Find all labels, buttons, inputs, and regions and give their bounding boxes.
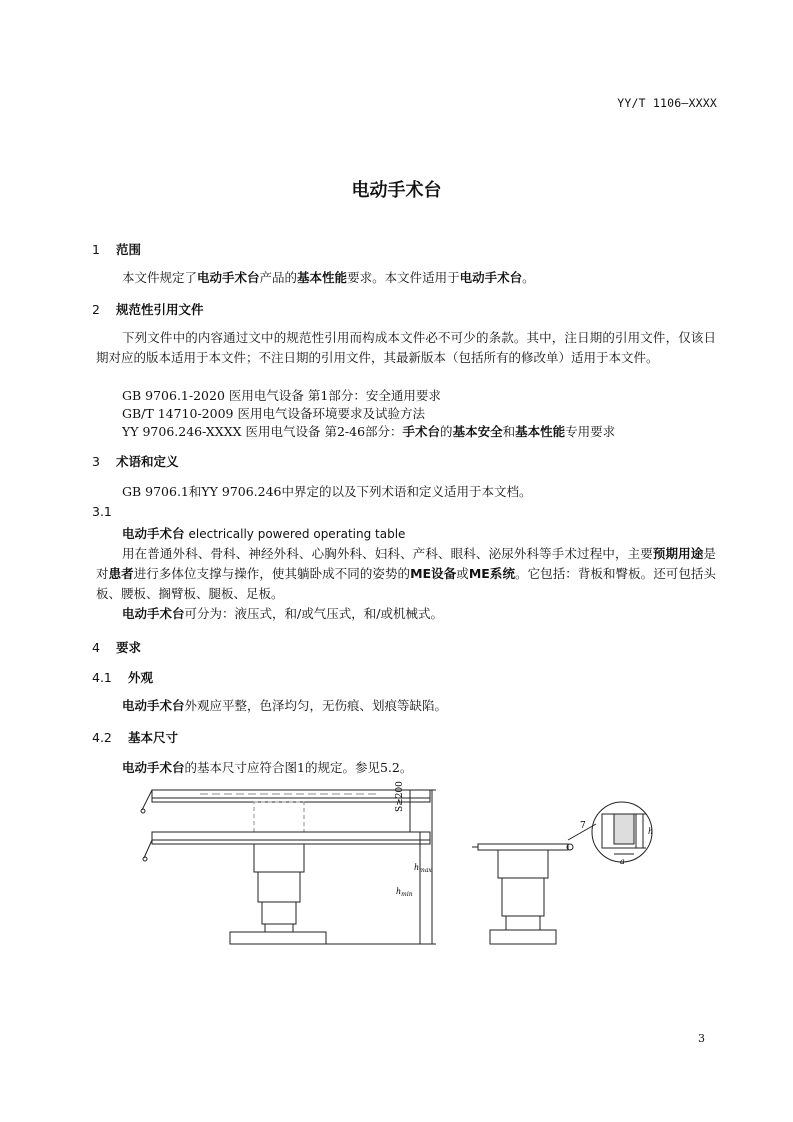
section-2-intro: 下列文件中的内容通过文中的规范性引用而构成本文件必不可少的条款。其中，注日期的引用文件，仅该日期对应的版本适用于本文件；不注日期的引用文件，其最新版本（包括所有的修改单）适用于本文件。	[96, 330, 716, 365]
term-bold: ME系统	[468, 566, 516, 581]
term-bold: 基本性能	[297, 270, 348, 285]
page-number: 3	[698, 1032, 705, 1045]
section-number: 4.2	[92, 730, 112, 745]
reference-item: GB/T 14710-2009 医用电气设备环境要求及试验方法	[122, 406, 425, 421]
text-run: 的	[440, 424, 453, 439]
table-column	[254, 844, 304, 932]
text-run: 的基本尺寸应符合图1的规定。参见5.2。	[184, 760, 413, 775]
text-run: 专用要求	[565, 424, 616, 439]
section-number: 4	[92, 640, 100, 655]
term-bold: 电动手术台	[122, 760, 185, 775]
text-run: 可分为：液压式，和/或气压式，和/或机械式。	[184, 606, 443, 621]
label-s-min-travel: S≥200	[395, 781, 405, 812]
label-h-max-subscript: max	[419, 867, 432, 874]
label-h-max	[414, 863, 432, 874]
text-run: 进行多体位支撑与操作，使其躺卧成不同的姿势的	[133, 566, 411, 581]
section-title: 术语和定义	[116, 454, 179, 469]
label-h: h	[648, 827, 654, 836]
term-bold: 电动手术台	[122, 698, 185, 713]
text-run: 用在普通外科、骨科、神经外科、心胸外科、妇科、产科、眼科、泌尿外科等手术过程中，主要	[122, 546, 653, 561]
section-4-2-heading	[92, 728, 178, 746]
section-1-paragraph	[122, 268, 535, 288]
label-h-min	[396, 887, 413, 898]
section-3-heading	[92, 452, 179, 470]
page-title: 电动手术台	[351, 180, 442, 201]
term-bold: 电动手术台	[122, 606, 185, 621]
term-definition	[96, 544, 716, 604]
text-run: 是对	[96, 546, 716, 581]
label-h-min-subscript: min	[401, 891, 413, 898]
section-title: 要求	[116, 640, 142, 655]
section-title: 规范性引用文件	[116, 302, 204, 317]
section-4-2-paragraph	[122, 758, 412, 778]
text-run: 。	[522, 270, 535, 285]
term-entry	[122, 524, 405, 544]
section-1-heading	[92, 240, 141, 258]
section-3-intro: GB 9706.1和YY 9706.246中界定的以及下列术语和定义适用于本文档。	[122, 484, 532, 499]
text-run: 和	[502, 424, 516, 439]
table-top-raised	[141, 790, 430, 837]
text-run: YY 9706.246-XXXX 医用电气设备 第2-46部分：	[122, 424, 403, 439]
term-english: electrically powered operating table	[188, 527, 406, 541]
document-number: YY/T 1106—XXXX	[617, 96, 717, 110]
section-number: 3	[92, 454, 100, 469]
text-run: 产品的	[259, 270, 298, 285]
term-bold: 手术台	[402, 424, 441, 439]
section-4-heading	[92, 638, 141, 656]
table-side-view	[472, 824, 596, 944]
term-bold: 基本安全	[452, 424, 503, 439]
label-h-max-symbol: h	[414, 863, 420, 872]
term-note	[122, 604, 443, 624]
text-run: 本文件规定了	[122, 270, 198, 285]
term-bold: 患者	[108, 566, 134, 581]
term-bold: 基本性能	[515, 424, 566, 439]
subsection-3-1-number: 3.1	[92, 504, 112, 519]
label-callout-7: 7	[580, 821, 586, 831]
term-bold: 预期用途	[652, 546, 704, 561]
reference-item	[122, 422, 615, 442]
section-4-1-heading	[92, 668, 153, 686]
section-4-1-paragraph	[122, 696, 447, 716]
section-number: 1	[92, 242, 100, 257]
section-number: 2	[92, 302, 100, 317]
term-bold: ME设备	[410, 566, 457, 581]
section-title: 基本尺寸	[128, 730, 179, 745]
term-bold: 电动手术台	[197, 270, 260, 285]
text-run: 外观应平整，色泽均匀，无伤痕、划痕等缺陷。	[184, 698, 448, 713]
section-title: 外观	[128, 670, 154, 685]
label-h-min-symbol: h	[396, 887, 402, 896]
detail-view	[592, 802, 652, 862]
table-top-lowered	[143, 832, 430, 861]
term-chinese: 电动手术台	[122, 526, 185, 541]
term-bold: 电动手术台	[459, 270, 523, 285]
reference-item: GB 9706.1-2020 医用电气设备 第1部分：安全通用要求	[122, 388, 441, 403]
label-a: a	[620, 857, 625, 866]
text-run: 。它包括：背板和臀板。还可包括头板、腰板、搁臂板、腿板、足板。	[96, 566, 716, 601]
section-number: 4.1	[92, 670, 112, 685]
figure-1-dimensions-drawing	[0, 780, 793, 960]
section-2-heading	[92, 300, 204, 318]
text-run: 或	[456, 566, 469, 581]
table-base	[230, 932, 326, 944]
text-run: 要求。本文件适用于	[347, 270, 460, 285]
section-title: 范围	[116, 242, 142, 257]
